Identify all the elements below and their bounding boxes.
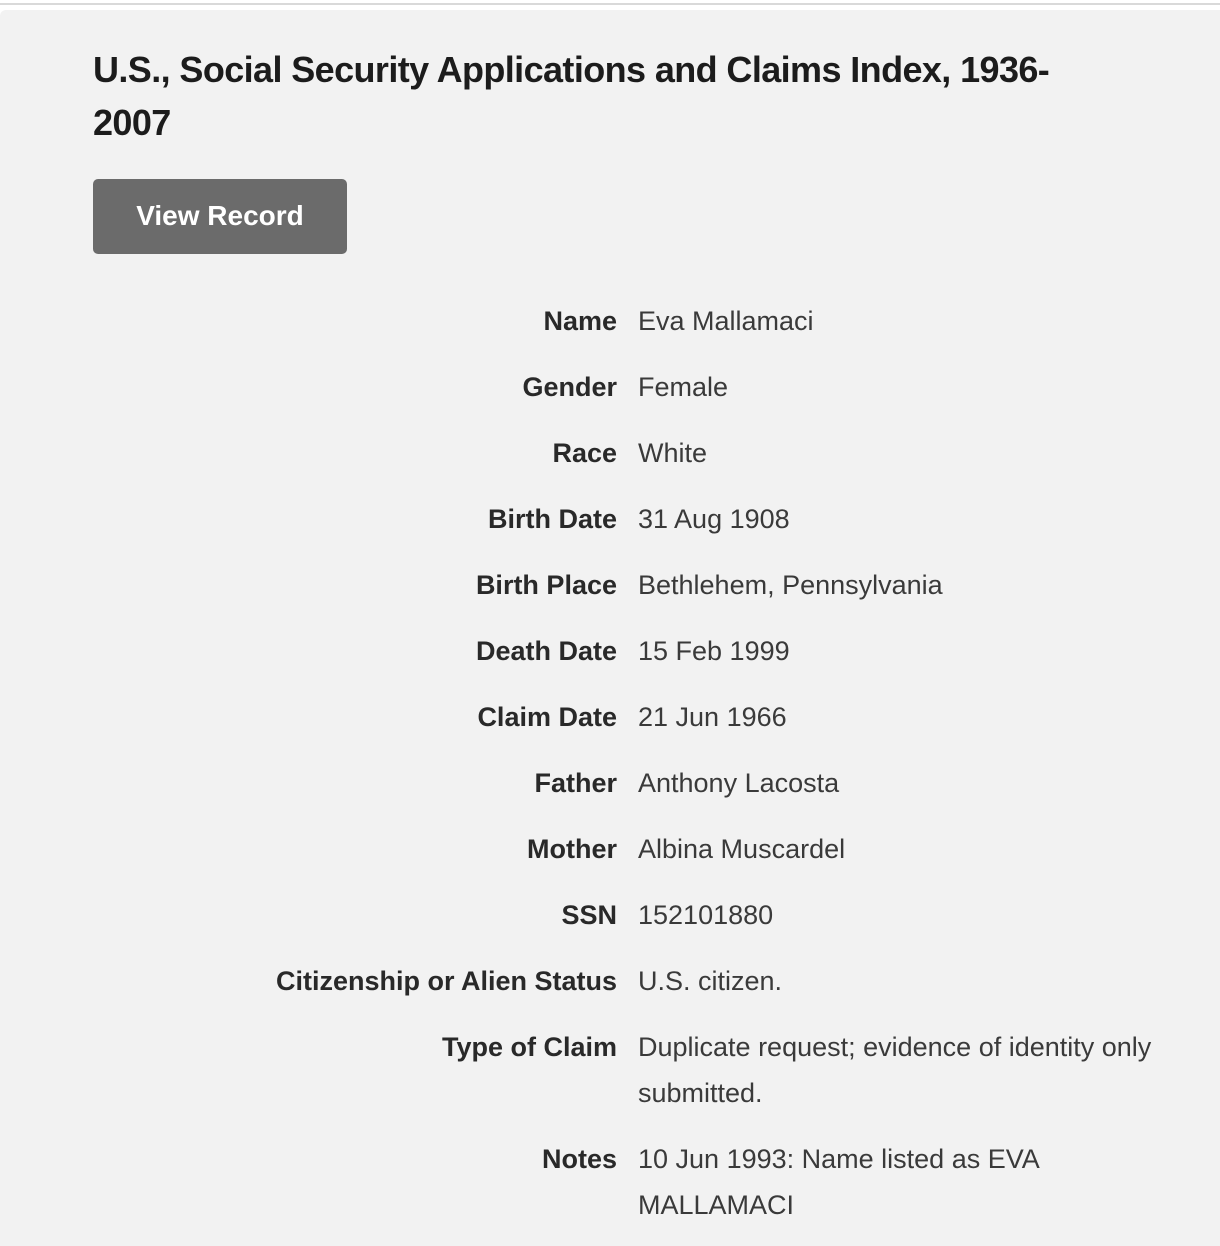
collection-title: U.S., Social Security Applications and Claims Index, 1936-2007 xyxy=(93,49,1050,143)
field-row xyxy=(93,298,1155,344)
field-value: Female xyxy=(638,372,729,402)
field-value: 152101880 xyxy=(638,900,774,930)
field-row xyxy=(93,1136,1155,1228)
field-label: Birth Date xyxy=(487,504,617,534)
field-row xyxy=(93,958,1155,1004)
field-row xyxy=(93,430,1155,476)
field-label: Citizenship or Alien Status xyxy=(275,966,617,996)
field-label: SSN xyxy=(561,900,617,930)
field-value: Albina Muscardel xyxy=(638,834,846,864)
field-row xyxy=(93,760,1155,806)
field-label: Father xyxy=(534,768,617,798)
field-label: Mother xyxy=(527,834,617,864)
field-row xyxy=(93,496,1155,542)
field-row xyxy=(93,628,1155,674)
field-value: 15 Feb 1999 xyxy=(638,636,790,666)
field-label: Birth Place xyxy=(475,570,617,600)
field-label: Name xyxy=(543,306,617,336)
record-card xyxy=(0,10,1220,1246)
field-value: U.S. citizen. xyxy=(638,966,783,996)
field-value: Eva Mallamaci xyxy=(638,306,814,336)
field-row xyxy=(93,694,1155,740)
field-row xyxy=(93,364,1155,410)
field-label: Type of Claim xyxy=(441,1032,617,1062)
field-label: Gender xyxy=(522,372,617,402)
view-record-button[interactable]: View Record xyxy=(93,179,347,254)
field-row xyxy=(93,826,1155,872)
field-value: Duplicate request; evidence of identity only submitted. xyxy=(638,1032,1152,1108)
field-row xyxy=(93,1024,1155,1116)
field-row xyxy=(93,892,1155,938)
field-label: Claim Date xyxy=(477,702,617,732)
record-fields xyxy=(93,298,1155,1228)
field-value: White xyxy=(638,438,708,468)
field-value: 31 Aug 1908 xyxy=(638,504,790,534)
field-value: 21 Jun 1966 xyxy=(638,702,787,732)
field-value: 10 Jun 1993: Name listed as EVA MALLAMACI xyxy=(638,1144,1039,1220)
field-label: Death Date xyxy=(475,636,617,666)
field-value: Bethlehem, Pennsylvania xyxy=(638,570,943,600)
field-row xyxy=(93,562,1155,608)
field-value: Anthony Lacosta xyxy=(638,768,840,798)
field-label: Notes xyxy=(541,1144,617,1174)
field-label: Race xyxy=(552,438,617,468)
